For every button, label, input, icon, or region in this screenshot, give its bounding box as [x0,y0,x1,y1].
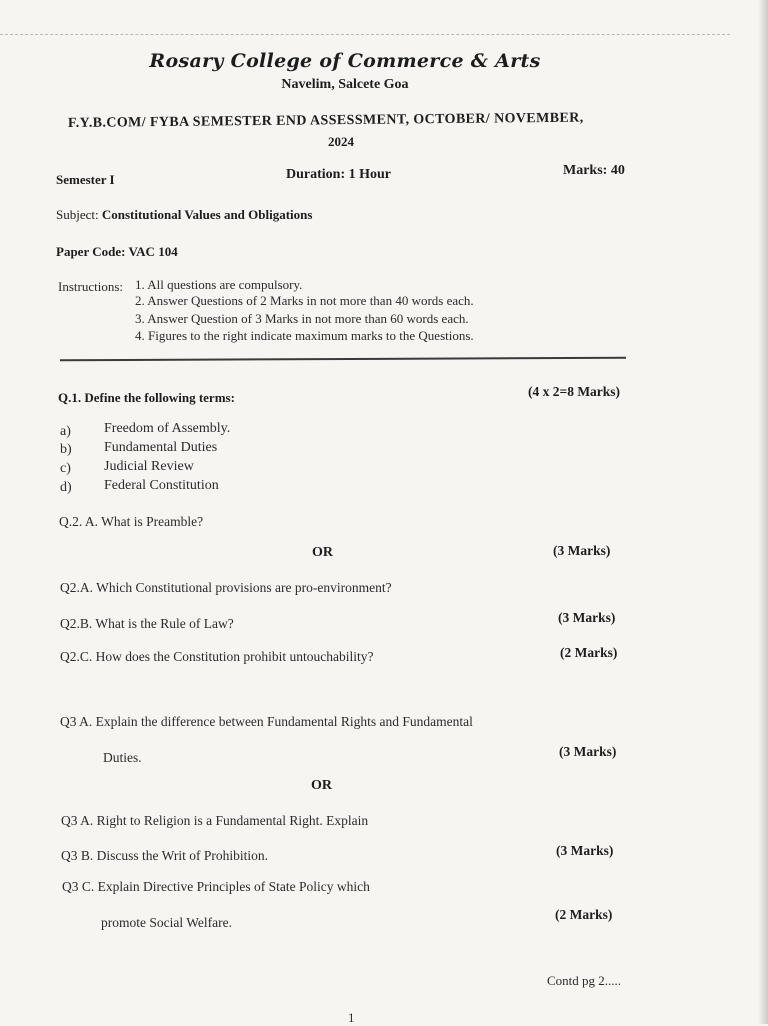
paper-code: Paper Code: VAC 104 [56,244,178,259]
term-letter: c) [60,461,71,476]
q2a-marks: (3 Marks) [553,543,611,558]
q3c-marks: (2 Marks) [555,907,613,922]
q2-or: OR [312,545,333,560]
separator-rule [60,357,626,361]
q2c-marks: (2 Marks) [560,645,618,660]
subject-name: Constitutional Values and Obligations [101,207,313,222]
continued-note: Contd pg 2..... [547,973,622,988]
q1-marks: (4 x 2=8 Marks) [528,384,621,399]
exam-title-line1: F.Y.B.COM/ FYBA SEMESTER END ASSESSMENT, OCTOBER/ NOVEMBER, [67,110,584,131]
q3b-question: Q3 B. Discuss the Writ of Prohibition. [61,848,268,863]
semester: Semester I [56,172,115,187]
q3a-alt-question: Q3 A. Right to Religion is a Fundamental Right. Explain [61,813,369,828]
subject-label: Subject: [56,207,99,222]
college-name: Rosary College of Commerce & Arts [149,50,541,72]
page-number: 1 [348,1010,355,1025]
term-text: Federal Constitution [104,478,219,493]
q2a-question: Q.2. A. What is Preamble? [59,514,204,529]
scan-top-line [0,34,730,35]
q2b-marks: (3 Marks) [558,610,616,625]
total-marks: Marks: 40 [563,163,625,178]
term-text: Fundamental Duties [104,440,218,455]
q2c-question: Q2.C. How does the Constitution prohibit untouchability? [60,649,374,664]
exam-title-line2: 2024 [328,134,354,149]
college-address: Navelim, Salcete Goa [281,77,409,92]
term-letter: d) [60,480,72,495]
q3a-question-line2: Duties. [103,750,142,765]
scan-edge-shadow [758,0,768,1024]
instructions-label: Instructions: [58,279,123,294]
term-letter: b) [60,442,72,457]
instruction-item: 1. All questions are compulsory. [135,277,303,292]
q3c-question-line1: Q3 C. Explain Directive Principles of State Policy which [62,879,370,894]
q3a-question-line1: Q3 A. Explain the difference between Fundamental Rights and Fundamental [60,714,473,729]
q3-or: OR [311,778,332,793]
subject-line [56,207,312,223]
duration: Duration: 1 Hour [286,167,391,182]
term-letter: a) [60,424,71,439]
q2a-alt-question: Q2.A. Which Constitutional provisions are pro-environment? [60,580,392,595]
instruction-item: 3. Answer Question of 3 Marks in not more than 60 words each. [135,311,469,326]
q3c-question-line2: promote Social Welfare. [101,915,232,930]
instruction-item: 4. Figures to the right indicate maximum marks to the Questions. [135,328,474,343]
instruction-item: 2. Answer Questions of 2 Marks in not more than 40 words each. [135,293,474,308]
q3a-marks: (3 Marks) [559,744,617,759]
q2b-question: Q2.B. What is the Rule of Law? [60,616,234,631]
q3b-marks: (3 Marks) [556,843,614,858]
term-text: Freedom of Assembly. [104,421,231,436]
term-text: Judicial Review [104,459,194,474]
q1-title: Q.1. Define the following terms: [58,390,235,405]
